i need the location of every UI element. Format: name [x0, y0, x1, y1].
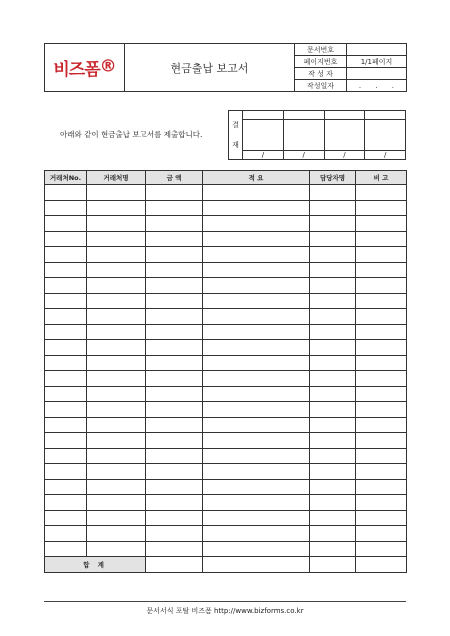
- cell-amount[interactable]: [146, 355, 203, 371]
- table-row: [45, 448, 407, 464]
- cell-remarks[interactable]: [356, 433, 407, 449]
- cell-description[interactable]: [203, 309, 310, 325]
- table-row: [45, 231, 407, 247]
- approver-sign-4[interactable]: [365, 120, 406, 151]
- cell-client-name[interactable]: [87, 417, 146, 433]
- cell-manager[interactable]: [310, 355, 356, 371]
- cell-description[interactable]: [203, 216, 310, 232]
- cell-remarks[interactable]: [356, 231, 407, 247]
- cell-description[interactable]: [203, 355, 310, 371]
- approver-title-1[interactable]: [243, 111, 284, 120]
- cell-client-no[interactable]: [45, 324, 87, 340]
- cell-client-no[interactable]: [45, 185, 87, 201]
- cell-client-name[interactable]: [87, 278, 146, 294]
- doc-number-label: 문서번호: [295, 44, 347, 56]
- document-header: [44, 43, 407, 92]
- cell-remarks[interactable]: [356, 200, 407, 216]
- cell-client-no[interactable]: [45, 386, 87, 402]
- cell-remarks[interactable]: [356, 479, 407, 495]
- approval-date-2[interactable]: /: [283, 151, 324, 160]
- table-row: [45, 200, 407, 216]
- total-manager[interactable]: [310, 557, 356, 573]
- cell-client-no[interactable]: [45, 479, 87, 495]
- table-row: [45, 464, 407, 480]
- cell-manager[interactable]: [310, 340, 356, 356]
- cell-client-name[interactable]: [87, 216, 146, 232]
- cell-client-name[interactable]: [87, 495, 146, 511]
- cell-description[interactable]: [203, 448, 310, 464]
- cell-amount[interactable]: [146, 340, 203, 356]
- cell-client-no[interactable]: [45, 355, 87, 371]
- page-number-value: 1/1페이지: [347, 56, 407, 68]
- cell-manager[interactable]: [310, 479, 356, 495]
- cell-manager[interactable]: [310, 185, 356, 201]
- author-value[interactable]: [347, 68, 407, 80]
- cell-manager[interactable]: [310, 386, 356, 402]
- cell-description[interactable]: [203, 510, 310, 526]
- cell-client-name[interactable]: [87, 526, 146, 542]
- cell-amount[interactable]: [146, 402, 203, 418]
- cell-amount[interactable]: [146, 216, 203, 232]
- cell-manager[interactable]: [310, 278, 356, 294]
- cell-amount[interactable]: [146, 293, 203, 309]
- approval-date-3[interactable]: /: [324, 151, 365, 160]
- cell-manager[interactable]: [310, 309, 356, 325]
- page-number-label: 페이지번호: [295, 56, 347, 68]
- cell-description[interactable]: [203, 371, 310, 387]
- cell-client-no[interactable]: [45, 510, 87, 526]
- cell-amount[interactable]: [146, 526, 203, 542]
- cell-client-name[interactable]: [87, 340, 146, 356]
- approver-title-3[interactable]: [324, 111, 365, 120]
- approver-title-2[interactable]: [283, 111, 324, 120]
- cell-amount[interactable]: [146, 433, 203, 449]
- cell-client-name[interactable]: [87, 355, 146, 371]
- cell-client-name[interactable]: [87, 448, 146, 464]
- document-title: 현금출납 보고서: [125, 44, 295, 92]
- cell-description[interactable]: [203, 417, 310, 433]
- cell-remarks[interactable]: [356, 309, 407, 325]
- cell-remarks[interactable]: [356, 541, 407, 557]
- cell-client-name[interactable]: [87, 479, 146, 495]
- total-row: [45, 557, 407, 573]
- approver-title-4[interactable]: [365, 111, 406, 120]
- cell-manager[interactable]: [310, 216, 356, 232]
- cell-client-name[interactable]: [87, 262, 146, 278]
- cell-amount[interactable]: [146, 495, 203, 511]
- cell-manager[interactable]: [310, 402, 356, 418]
- cell-client-no[interactable]: [45, 216, 87, 232]
- table-row: [45, 433, 407, 449]
- cell-remarks[interactable]: [356, 448, 407, 464]
- cell-manager[interactable]: [310, 293, 356, 309]
- cell-remarks[interactable]: [356, 355, 407, 371]
- cell-client-no[interactable]: [45, 541, 87, 557]
- total-amount[interactable]: [146, 557, 203, 573]
- approval-label-top: 결: [232, 121, 239, 129]
- cell-remarks[interactable]: [356, 402, 407, 418]
- col-header-amount: 금 액: [146, 171, 203, 185]
- table-row: [45, 309, 407, 325]
- cell-client-no[interactable]: [45, 526, 87, 542]
- total-description[interactable]: [203, 557, 310, 573]
- cash-report-table: [44, 170, 407, 573]
- table-row: [45, 185, 407, 201]
- cell-description[interactable]: [203, 278, 310, 294]
- approver-sign-1[interactable]: [243, 120, 284, 151]
- table-row: [45, 262, 407, 278]
- author-label: 작 성 자: [295, 68, 347, 80]
- cell-client-no[interactable]: [45, 231, 87, 247]
- table-row: [45, 495, 407, 511]
- table-row: [45, 479, 407, 495]
- cell-manager[interactable]: [310, 324, 356, 340]
- total-remarks[interactable]: [356, 557, 407, 573]
- cell-amount[interactable]: [146, 448, 203, 464]
- cell-client-no[interactable]: [45, 262, 87, 278]
- cell-description[interactable]: [203, 386, 310, 402]
- cell-client-name[interactable]: [87, 541, 146, 557]
- cell-remarks[interactable]: [356, 371, 407, 387]
- cell-manager[interactable]: [310, 247, 356, 263]
- table-row: [45, 417, 407, 433]
- cell-amount[interactable]: [146, 185, 203, 201]
- cell-manager[interactable]: [310, 495, 356, 511]
- registered-mark: ®: [99, 56, 116, 77]
- cell-manager[interactable]: [310, 371, 356, 387]
- footer-text: 문서서식 포탈 비즈폼 http://www.bizforms.co.kr: [146, 607, 304, 615]
- approval-date-1[interactable]: /: [243, 151, 284, 160]
- cell-remarks[interactable]: [356, 278, 407, 294]
- cell-client-name[interactable]: [87, 231, 146, 247]
- cell-remarks[interactable]: [356, 526, 407, 542]
- cell-description[interactable]: [203, 402, 310, 418]
- cell-client-no[interactable]: [45, 200, 87, 216]
- cell-client-name[interactable]: [87, 247, 146, 263]
- table-row: [45, 402, 407, 418]
- footer-divider: [44, 601, 406, 602]
- cell-amount[interactable]: [146, 247, 203, 263]
- intro-text: 아래와 같이 현금출납 보고서를 제출합니다.: [60, 130, 203, 139]
- cell-client-name[interactable]: [87, 371, 146, 387]
- cell-remarks[interactable]: [356, 262, 407, 278]
- cell-description[interactable]: [203, 464, 310, 480]
- col-header-remarks: 비 고: [356, 171, 407, 185]
- cell-client-no[interactable]: [45, 433, 87, 449]
- table-row: [45, 526, 407, 542]
- cell-description[interactable]: [203, 324, 310, 340]
- cell-remarks[interactable]: [356, 293, 407, 309]
- cell-client-no[interactable]: [45, 278, 87, 294]
- cell-description[interactable]: [203, 541, 310, 557]
- cell-amount[interactable]: [146, 510, 203, 526]
- cell-description[interactable]: [203, 247, 310, 263]
- cell-client-name[interactable]: [87, 185, 146, 201]
- cell-client-name[interactable]: [87, 386, 146, 402]
- cell-amount[interactable]: [146, 541, 203, 557]
- table-row: [45, 386, 407, 402]
- cell-client-name[interactable]: [87, 510, 146, 526]
- cell-amount[interactable]: [146, 371, 203, 387]
- approval-label-bottom: 재: [232, 141, 239, 149]
- cell-manager[interactable]: [310, 464, 356, 480]
- approval-label: [229, 111, 243, 160]
- cell-manager[interactable]: [310, 526, 356, 542]
- cell-remarks[interactable]: [356, 185, 407, 201]
- approver-sign-2[interactable]: [283, 120, 324, 151]
- cell-manager[interactable]: [310, 541, 356, 557]
- cell-amount[interactable]: [146, 200, 203, 216]
- cell-client-no[interactable]: [45, 448, 87, 464]
- cell-manager[interactable]: [310, 433, 356, 449]
- cell-client-name[interactable]: [87, 200, 146, 216]
- cell-remarks[interactable]: [356, 510, 407, 526]
- cell-amount[interactable]: [146, 309, 203, 325]
- cell-client-no[interactable]: [45, 247, 87, 263]
- cell-amount[interactable]: [146, 278, 203, 294]
- col-header-description: 적 요: [203, 171, 310, 185]
- cell-description[interactable]: [203, 479, 310, 495]
- cell-description[interactable]: [203, 200, 310, 216]
- date-label: 작성일자: [295, 80, 347, 92]
- cell-client-name[interactable]: [87, 293, 146, 309]
- cell-remarks[interactable]: [356, 324, 407, 340]
- total-label: 합 계: [45, 557, 146, 573]
- cell-description[interactable]: [203, 262, 310, 278]
- table-row: [45, 324, 407, 340]
- col-header-client-no: 거래처No.: [45, 171, 87, 185]
- approver-sign-3[interactable]: [324, 120, 365, 151]
- cell-remarks[interactable]: [356, 464, 407, 480]
- cell-client-no[interactable]: [45, 417, 87, 433]
- cell-description[interactable]: [203, 340, 310, 356]
- col-header-client-name: 거래처명: [87, 171, 146, 185]
- cell-description[interactable]: [203, 293, 310, 309]
- cell-amount[interactable]: [146, 262, 203, 278]
- table-row: [45, 510, 407, 526]
- col-header-manager: 담당자명: [310, 171, 356, 185]
- approval-box: [228, 110, 406, 160]
- cell-remarks[interactable]: [356, 495, 407, 511]
- cell-client-name[interactable]: [87, 402, 146, 418]
- table-row: [45, 293, 407, 309]
- doc-number-value[interactable]: [347, 44, 407, 56]
- cell-client-no[interactable]: [45, 371, 87, 387]
- cell-remarks[interactable]: [356, 417, 407, 433]
- table-row: [45, 355, 407, 371]
- table-row: [45, 278, 407, 294]
- cell-description[interactable]: [203, 433, 310, 449]
- cell-client-no[interactable]: [45, 464, 87, 480]
- cell-manager[interactable]: [310, 262, 356, 278]
- table-row: [45, 371, 407, 387]
- cell-remarks[interactable]: [356, 386, 407, 402]
- logo-text: 비즈폼: [53, 60, 100, 80]
- table-row: [45, 216, 407, 232]
- cell-description[interactable]: [203, 526, 310, 542]
- cell-description[interactable]: [203, 495, 310, 511]
- cell-amount[interactable]: [146, 417, 203, 433]
- cell-manager[interactable]: [310, 448, 356, 464]
- table-row: [45, 541, 407, 557]
- cell-remarks[interactable]: [356, 216, 407, 232]
- cell-description[interactable]: [203, 185, 310, 201]
- cell-client-no[interactable]: [45, 402, 87, 418]
- cell-client-name[interactable]: [87, 309, 146, 325]
- cell-manager[interactable]: [310, 231, 356, 247]
- cell-remarks[interactable]: [356, 247, 407, 263]
- cell-client-no[interactable]: [45, 293, 87, 309]
- cell-manager[interactable]: [310, 510, 356, 526]
- cell-manager[interactable]: [310, 200, 356, 216]
- table-row: [45, 247, 407, 263]
- cell-amount[interactable]: [146, 231, 203, 247]
- cell-amount[interactable]: [146, 324, 203, 340]
- table-row: [45, 340, 407, 356]
- cell-client-no[interactable]: [45, 495, 87, 511]
- cell-manager[interactable]: [310, 417, 356, 433]
- cell-client-name[interactable]: [87, 464, 146, 480]
- cell-description[interactable]: [203, 231, 310, 247]
- logo: [45, 44, 125, 92]
- cell-remarks[interactable]: [356, 340, 407, 356]
- cell-client-no[interactable]: [45, 340, 87, 356]
- cell-client-name[interactable]: [87, 433, 146, 449]
- cell-client-name[interactable]: [87, 324, 146, 340]
- cell-amount[interactable]: [146, 479, 203, 495]
- cell-client-no[interactable]: [45, 309, 87, 325]
- approval-date-4[interactable]: /: [365, 151, 406, 160]
- date-value[interactable]: . . .: [347, 80, 407, 92]
- cell-amount[interactable]: [146, 464, 203, 480]
- cell-amount[interactable]: [146, 386, 203, 402]
